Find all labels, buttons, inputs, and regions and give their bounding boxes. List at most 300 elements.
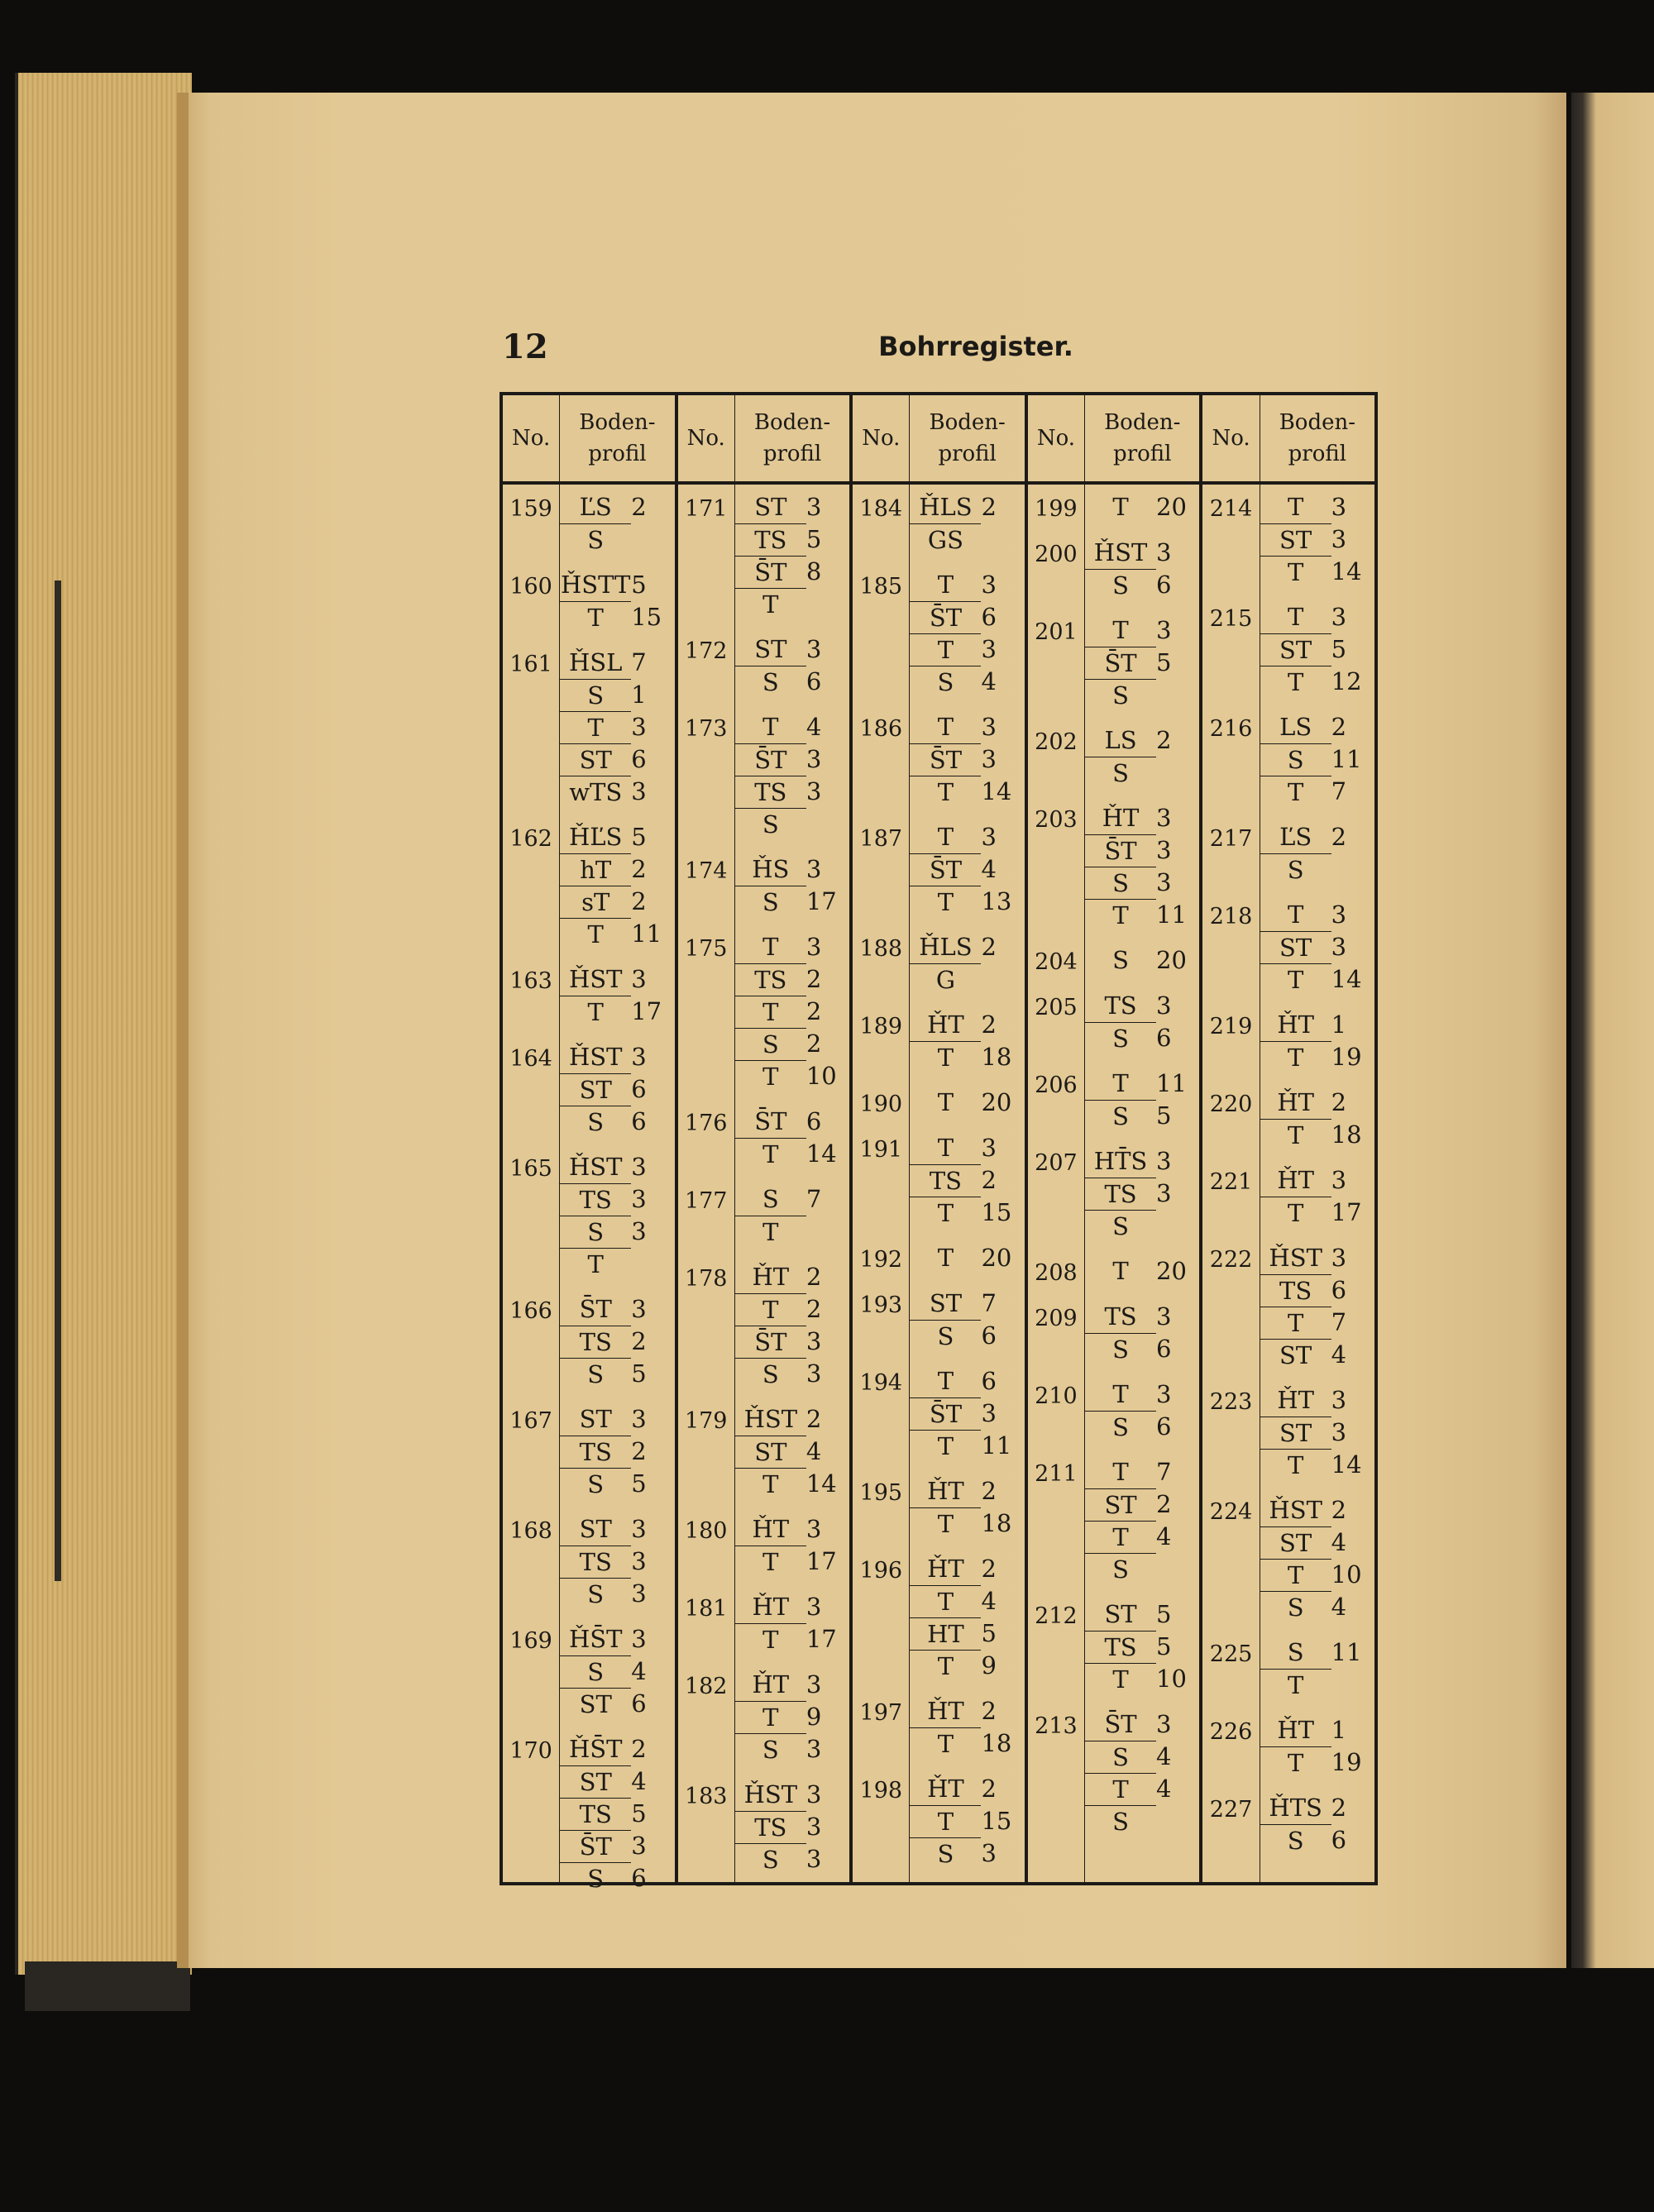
page-margin-mark [55,580,61,1581]
profile-layer [1260,963,1374,996]
soil-profile [735,1403,849,1500]
bohr-number: 200 [1035,542,1078,567]
profile-layer [560,963,674,996]
profile-layer [560,1733,674,1765]
soil-profile [1260,899,1374,996]
layer-code: ȞT [1277,1010,1314,1039]
profile-layer [735,588,849,620]
profile-layer [735,1701,849,1733]
bohr-number: 168 [509,1518,552,1544]
profile-layer [560,1830,674,1862]
layer-code: S [560,1468,631,1500]
bohr-number: 222 [1209,1247,1253,1273]
layer-thickness: 6 [1156,1412,1172,1440]
layer-thickness: 14 [1331,965,1362,993]
no-column [675,395,734,1882]
soil-profile [1260,1242,1374,1371]
soil-profile [910,711,1024,808]
layer-code: ȞT [752,1515,790,1543]
no-header: No. [1028,395,1084,485]
profile-layer [560,918,674,950]
layer-thickness: 7 [1156,1458,1172,1486]
layer-code: ȞT [927,1697,964,1725]
profile-layer [1260,1669,1374,1701]
profile-layer [1260,1591,1374,1623]
soil-profile [560,1513,674,1610]
layer-thickness: 17 [805,1625,837,1653]
layer-code: T [1260,1746,1331,1779]
profile-layer [735,1591,849,1623]
profile-layer [1085,1255,1199,1288]
bohr-number: 217 [1209,826,1253,852]
layer-thickness: 3 [981,1134,997,1162]
soil-profile [735,1183,849,1248]
right-page-edge [1571,93,1654,1968]
layer-thickness: 3 [981,745,997,773]
layer-code: S [1085,1741,1156,1773]
layer-thickness: 2 [631,1437,647,1465]
layer-code: S [560,1358,631,1390]
layer-code: TS [560,1436,631,1468]
layer-code: ST [560,743,631,776]
layer-code: S [1085,867,1156,899]
bohr-number: 202 [1035,729,1078,755]
bohr-number: 190 [859,1092,903,1117]
layer-code: T [560,996,631,1028]
bohr-number: 205 [1035,995,1078,1020]
layer-code: ST [1085,1488,1156,1521]
layer-thickness: 2 [1331,1088,1347,1116]
layer-code: ST [754,493,787,521]
profile-layer [910,886,1024,918]
layer-code: ȞST [743,1780,798,1808]
soil-profile [1260,821,1374,886]
profile-layer [735,1183,849,1216]
layer-thickness: 3 [1331,1386,1347,1414]
layer-thickness: 3 [805,1670,822,1698]
soil-profile [1085,1598,1199,1695]
layer-code: HT [910,1617,981,1650]
profile-layer [910,1773,1024,1805]
layer-thickness: 3 [1156,836,1172,864]
layer-thickness: 4 [805,1437,822,1465]
layer-code: T [1260,1559,1331,1591]
layer-code: ST [579,1515,612,1543]
profile-layer [735,1779,849,1811]
layer-thickness: 13 [981,887,1012,915]
profile-layer [910,569,1024,601]
soil-profile [910,931,1024,996]
layer-thickness: 18 [1331,1120,1362,1149]
profile-layer [560,569,674,601]
profile-layer [1260,899,1374,931]
profile-layer [910,601,1024,633]
layer-thickness: 18 [981,1729,1012,1757]
layer-thickness: 4 [1331,1593,1347,1621]
profile-layer [560,996,674,1028]
layer-thickness: 3 [631,777,647,805]
layer-code: S [1260,1824,1331,1856]
no-header: No. [678,395,734,485]
bohr-number: 160 [509,574,552,600]
layer-thickness: 5 [805,525,822,553]
layer-thickness: 2 [805,997,822,1025]
layer-thickness [1156,1210,1188,1242]
bohr-number: 159 [509,496,552,522]
layer-thickness: 3 [631,1625,647,1653]
layer-thickness: 3 [805,777,822,805]
soil-profile [560,963,674,1028]
layer-code: ST [1260,1417,1331,1449]
layer-code: T [937,1367,954,1395]
layer-code: T [735,1060,806,1092]
layer-code: S [560,1106,631,1138]
soil-profile [910,491,1024,556]
layer-thickness: 4 [1156,1742,1172,1770]
profile-layer [1085,1488,1199,1521]
profile-layer [735,1326,849,1358]
profile-layer [1260,853,1374,886]
bodenprofil-header: Boden- profil [910,395,1024,485]
layer-code: TS [560,1326,631,1358]
profile-layer [1260,776,1374,808]
layer-code: S [1260,853,1331,886]
profile-layer [735,1060,849,1092]
soil-profile [560,491,674,556]
layer-thickness: 4 [981,855,997,883]
layer-code: T [735,1623,806,1655]
layer-thickness: 2 [981,1697,997,1725]
layer-code: S [1085,757,1156,789]
layer-thickness: 3 [805,1359,822,1388]
layer-code: S̄T [910,601,981,633]
profile-layer [735,523,849,556]
layer-code: GS [910,523,981,556]
profile-layer [910,963,1024,996]
profile-layer [560,821,674,853]
bohr-number: 226 [1209,1719,1253,1745]
layer-code: S [1085,679,1156,711]
book-cover [25,1961,190,2011]
soil-profile [1085,1708,1199,1837]
layer-code: ȞS [752,855,790,883]
layer-code: T [762,933,779,961]
layer-code: ĽS [579,493,612,521]
profile-layer [735,1216,849,1248]
bohr-number: 186 [859,716,903,742]
layer-code: ȞT [927,1010,964,1039]
bohr-number: 193 [859,1292,903,1318]
layer-thickness: 2 [631,855,647,883]
soil-profile [1085,537,1199,601]
layer-thickness: 4 [1331,1528,1347,1556]
bohr-number: 221 [1209,1169,1253,1195]
layer-thickness [1156,1805,1188,1837]
layer-thickness: 5 [1156,648,1172,676]
soil-profile [1085,724,1199,789]
layer-thickness: 11 [1331,1638,1362,1666]
layer-code: S [560,1862,631,1894]
layer-thickness: 3 [631,1153,647,1181]
layer-code: T [910,633,981,666]
soil-profile [1085,1378,1199,1443]
profile-layer [560,1183,674,1216]
layer-thickness: 5 [631,1359,647,1388]
profile-layer [1085,724,1199,757]
bodenprofil-header: Boden- profil [1260,395,1374,485]
layer-thickness [806,808,838,840]
layer-thickness: 2 [981,493,997,521]
layer-code: S̄T [735,1326,806,1358]
layer-thickness: 14 [1331,557,1362,585]
profile-layer [910,931,1024,963]
soil-profile [910,1288,1024,1352]
bodenprofil-header: Boden- profil [560,395,674,485]
bohr-number: 176 [684,1111,728,1136]
layer-code: T [1260,1669,1331,1701]
layer-thickness: 19 [1331,1043,1362,1071]
layer-thickness: 2 [1331,1794,1347,1822]
bohr-number: 165 [509,1156,552,1182]
soil-profile [560,1041,674,1138]
profile-layer [1085,1178,1199,1210]
profile-layer [1085,990,1199,1022]
layer-code: T [910,776,981,808]
layer-code: T [1085,1773,1156,1805]
profile-layer [735,886,849,918]
soil-profile [560,1403,674,1500]
profile-layer [735,853,849,886]
layer-code: S [1287,1638,1304,1666]
layer-thickness: 6 [631,1864,647,1892]
layer-thickness: 3 [1331,1166,1347,1194]
layer-thickness: 2 [805,1030,822,1058]
profile-layer [1085,1301,1199,1333]
profile-layer [910,1553,1024,1585]
bohr-number: 181 [684,1596,728,1622]
layer-code: S [910,1837,981,1870]
layer-thickness: 18 [981,1043,1012,1071]
layer-code: TS [735,1811,806,1843]
profile-layer [735,776,849,808]
profile-layer [735,1436,849,1468]
layer-code: TS [1104,991,1137,1020]
layer-thickness: 7 [805,1185,822,1213]
profile-layer [1085,647,1199,679]
layer-thickness: 9 [805,1703,822,1731]
profile-layer [1085,491,1199,523]
layer-thickness: 3 [1331,493,1347,521]
layer-thickness: 3 [1331,525,1347,553]
profile-layer [1260,666,1374,698]
layer-thickness: 4 [981,667,997,695]
profile-layer [735,1138,849,1170]
bohr-number: 187 [859,826,903,852]
profile-layer [1260,1449,1374,1481]
profile-layer [910,1617,1024,1650]
bohr-number: 169 [509,1628,552,1654]
profile-layer [560,1655,674,1688]
soil-profile [560,1623,674,1720]
layer-code: TS [1085,1178,1156,1210]
soil-profile [1260,601,1374,698]
layer-code: T [910,1197,981,1229]
profile-layer [910,1320,1024,1352]
profile-layer [1085,899,1199,931]
layer-code: TS [1104,1302,1137,1331]
layer-thickness: 2 [981,1166,997,1194]
profile-layer [735,1843,849,1875]
layer-thickness: 4 [631,1767,647,1795]
layer-code: S̄T [754,1107,787,1135]
layer-thickness: 3 [1156,804,1172,832]
profile-layer [1260,1164,1374,1197]
layer-thickness: 14 [805,1139,837,1168]
profile-layer [735,1811,849,1843]
layer-code: T [1112,1380,1129,1408]
bohr-number: 198 [859,1778,903,1804]
layer-code: S̄T [1085,647,1156,679]
layer-code: ȞT [1277,1716,1314,1744]
layer-thickness: 6 [1156,1024,1172,1052]
layer-code: T [735,588,806,620]
bodenprofil-header: Boden- profil [735,395,849,485]
bohr-number: 162 [509,826,552,852]
layer-code: TS [560,1183,631,1216]
layer-thickness: 3 [1156,538,1172,566]
bohr-number: 208 [1035,1260,1078,1286]
layer-thickness: 3 [981,713,997,741]
bohr-number: 207 [1035,1150,1078,1176]
profile-layer [910,1397,1024,1430]
layer-code: ST [929,1289,963,1317]
no-column [503,395,559,1882]
profile-layer [910,491,1024,523]
soil-profile [1085,491,1199,523]
profile-layer [910,1805,1024,1837]
layer-code: S̄T [1085,834,1156,867]
profile-layer [1260,821,1374,853]
profile-layer [560,1216,674,1248]
profile-layer [1260,1339,1374,1371]
no-column [849,395,909,1882]
layer-code: S̄T [910,853,981,886]
layer-code: T [1260,963,1331,996]
profile-layer [910,633,1024,666]
soil-profile [1260,1792,1374,1856]
layer-thickness: 9 [981,1651,997,1679]
profile-layer [1085,1631,1199,1663]
soil-profile [910,569,1024,698]
layer-thickness: 6 [1331,1276,1347,1304]
bohr-number: 174 [684,858,728,884]
layer-code: ST [560,1688,631,1720]
profile-layer [560,1106,674,1138]
layer-thickness: 3 [1331,603,1347,631]
profile-layer [910,1727,1024,1760]
layer-thickness: 3 [981,635,997,663]
soil-profile [735,1669,849,1765]
profile-layer [560,1765,674,1798]
layer-thickness [1156,1553,1188,1585]
profile-layer [1260,1824,1374,1856]
profile-layer [735,931,849,963]
soil-profile [1260,1714,1374,1779]
layer-thickness: 2 [631,1735,647,1763]
layer-thickness: 3 [805,1735,822,1763]
no-header: No. [1202,395,1259,485]
layer-code: TS [1085,1631,1156,1663]
layer-code: ȞST [1093,538,1148,566]
layer-thickness: 15 [981,1198,1012,1226]
profile-layer [910,1087,1024,1119]
profile-layer [1260,931,1374,963]
layer-code: sT [560,886,631,918]
layer-code: T [560,711,631,743]
layer-code: S [560,679,631,711]
bohr-number: 203 [1035,807,1078,833]
layer-code: T [937,571,954,599]
layer-code: S [1085,569,1156,601]
layer-code: T [1112,1069,1129,1097]
layer-code: T [910,1585,981,1617]
profile-layer [735,996,849,1028]
profile-layer [1260,1119,1374,1151]
layer-thickness: 4 [1331,1340,1347,1369]
layer-thickness: 7 [981,1289,997,1317]
layer-thickness: 2 [805,1295,822,1323]
soil-profile [1085,1456,1199,1585]
profile-layer [1260,1746,1374,1779]
layer-thickness: 15 [981,1807,1012,1835]
profile-layer [1085,679,1199,711]
profile-layer [735,491,849,523]
layer-thickness: 3 [631,1515,647,1543]
profile-layer [735,808,849,840]
profile-layer [735,556,849,588]
soil-profile [1085,990,1199,1054]
layer-code: T [937,713,954,741]
layer-code: T [560,918,631,950]
soil-profile [735,931,849,1092]
layer-code: S̄T [1104,1710,1137,1738]
soil-profile [1085,802,1199,931]
layer-code: S [1260,1591,1331,1623]
profile-layer [1260,1792,1374,1824]
layer-code: ĽS [1279,823,1312,851]
soil-profile [1260,1087,1374,1151]
layer-thickness: 3 [631,965,647,993]
layer-thickness: 3 [1331,1244,1347,1272]
layer-thickness: 3 [1156,1380,1172,1408]
soil-profile [735,1513,849,1578]
layer-code: S [735,1358,806,1390]
soil-profile [1085,1255,1199,1288]
soil-profile [735,853,849,918]
soil-profile [735,1106,849,1170]
layer-thickness: 3 [1156,868,1172,896]
layer-thickness: 11 [1331,745,1362,773]
soil-profile [735,491,849,620]
profile-layer [910,853,1024,886]
layer-thickness: 3 [805,855,822,883]
profile-layer [735,743,849,776]
layer-thickness: 4 [805,713,822,741]
bohr-number: 164 [509,1046,552,1072]
layer-thickness: 3 [631,713,647,741]
bodenprofil-column [1084,395,1199,1882]
layer-code: ST [1104,1600,1137,1628]
